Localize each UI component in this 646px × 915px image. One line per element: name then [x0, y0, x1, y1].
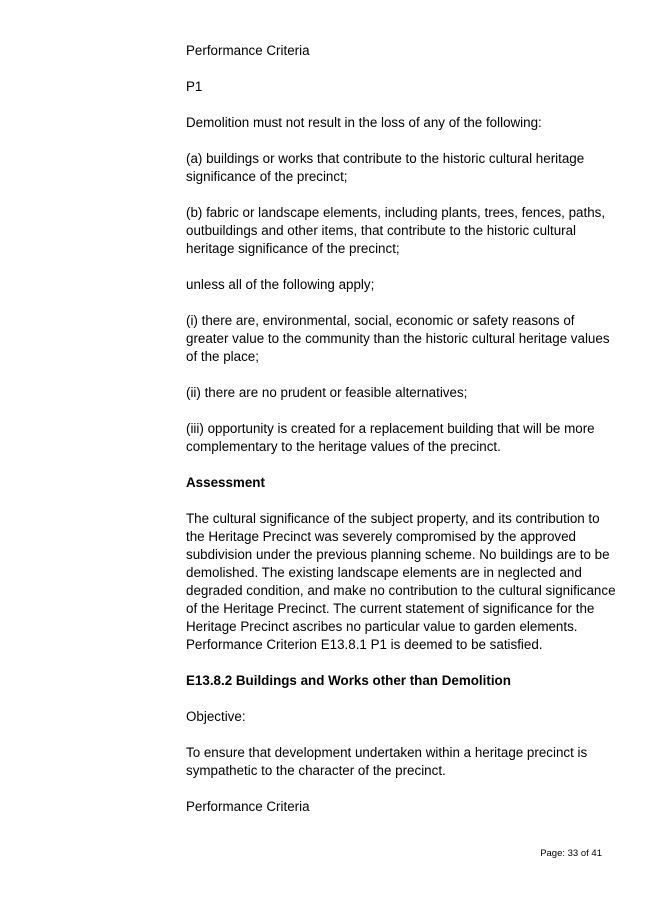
objective-text: To ensure that development undertaken within a heritage precinct is sympathetic to the character of the precinct. — [186, 745, 588, 778]
assessment-text: The cultural significance of the subject property, and its contribution to the Heritage Precinct was severely compromised by the approved subdivision under the previous planning scheme. No buildings are to be demolished. The existing landscape elements are in neglected and degraded condition, and make no contribution to the cultural significance of the Heritage Precinct. The current statement of significance for the Heritage Precinct ascribes no particular value to garden elements. Performance Criterion E13.8.1 P1 is deemed to be satisfied. — [186, 511, 616, 652]
performance-criteria-label: Performance Criteria — [186, 43, 310, 58]
clause-iii: (iii) opportunity is created for a replacement building that will be more complementary to the heritage values of the precinct. — [186, 421, 595, 454]
assessment-heading: Assessment — [186, 475, 265, 490]
page-number: Page: 33 of 41 — [540, 848, 602, 859]
performance-criteria-label-2: Performance Criteria — [186, 799, 310, 814]
unless-condition: unless all of the following apply; — [186, 277, 375, 292]
objective-label: Objective: — [186, 709, 246, 724]
clause-a: (a) buildings or works that contribute to the historic cultural heritage significance of the precinct; — [186, 151, 585, 184]
page-content — [186, 42, 616, 834]
demolition-requirement: Demolition must not result in the loss of any of the following: — [186, 115, 542, 130]
clause-ii: (ii) there are no prudent or feasible alternatives; — [186, 385, 468, 400]
criterion-id: P1 — [186, 79, 203, 94]
clause-b: (b) fabric or landscape elements, including plants, trees, fences, paths, outbuildings and other items, that contribute to the historic cultural heritage significance of the precinct; — [186, 205, 606, 256]
clause-i: (i) there are, environmental, social, economic or safety reasons of greater value to the community than the historic cultural heritage values of the place; — [186, 313, 610, 364]
section-heading: E13.8.2 Buildings and Works other than Demolition — [186, 673, 511, 688]
